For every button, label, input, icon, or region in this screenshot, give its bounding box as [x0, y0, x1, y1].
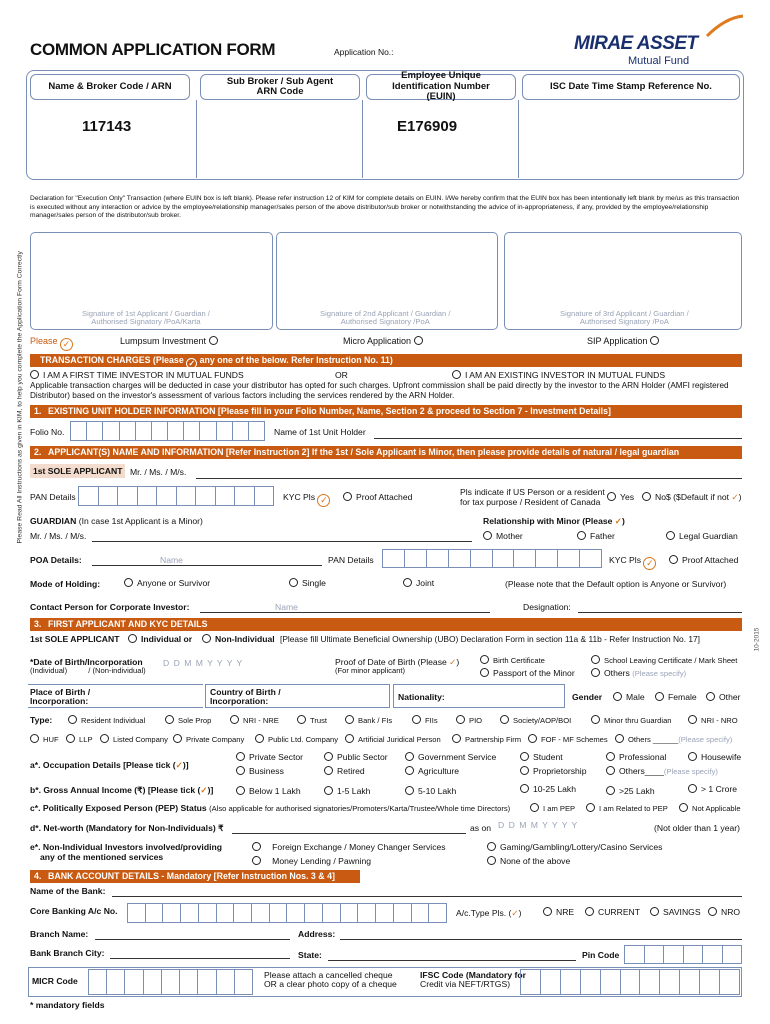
- bank-city-input[interactable]: [110, 958, 290, 959]
- cheque-note: Please attach a cancelled cheque OR a clear photo copy of a cheque: [264, 970, 397, 989]
- guardian-name-input[interactable]: [92, 541, 472, 542]
- first-time-investor-option[interactable]: I AM A FIRST TIME INVESTOR IN MUTUAL FUNDS: [30, 370, 244, 380]
- birth-cert-option[interactable]: Birth Certificate: [480, 655, 545, 665]
- occ-others[interactable]: Others____(Please specify): [606, 766, 718, 776]
- svc-lending[interactable]: Money Lending / Pawning: [252, 856, 371, 866]
- relationship-label: Relationship with Minor (Please ✓): [483, 516, 625, 526]
- first-unit-holder-input[interactable]: [374, 438, 742, 439]
- pan-label: PAN Details: [30, 492, 76, 502]
- existing-investor-option[interactable]: I AM AN EXISTING INVESTOR IN MUTUAL FUNDS: [452, 370, 665, 380]
- holding-joint-option[interactable]: Joint: [403, 578, 434, 588]
- mandatory-fields-note: * mandatory fields: [30, 1000, 105, 1010]
- school-cert-option[interactable]: School Leaving Certificate / Mark Sheet: [591, 655, 737, 665]
- non-individual-services-label: e*. Non-Individual Investors involved/providing any of the mentioned services: [30, 842, 222, 862]
- poa-kyc-label: KYC Pls ✓: [609, 555, 656, 570]
- type-others[interactable]: Others ______(Please specify): [615, 734, 732, 744]
- sig1-caption: Signature of 1st Applicant / Guardian / Authorised Signatory /PoA/Karta: [82, 309, 210, 326]
- brand-swoosh-icon: [705, 14, 745, 38]
- first-unit-holder-label: Name of 1st Unit Holder: [274, 427, 366, 437]
- lumpsum-option[interactable]: Lumpsum Investment: [120, 336, 222, 346]
- form-title: COMMON APPLICATION FORM: [30, 40, 276, 59]
- transaction-note: Applicable transaction charges will be deducted in case your distributor has opted for such charges. Upfront commission shall be paid directly by the investor to the ARN Holder (AMFI registered Distributor) based on the investor's assessment of various factors including the services rendered by the ARN Holder.: [30, 381, 729, 400]
- type-public[interactable]: Public Ltd. Company: [255, 734, 338, 744]
- arn-value[interactable]: 117143: [82, 118, 132, 135]
- occ-proprietorship[interactable]: Proprietorship: [520, 766, 587, 776]
- us-yes-option[interactable]: Yes: [607, 492, 634, 502]
- proof-dob-label: Proof of Date of Birth (Please ✓): [335, 657, 460, 667]
- type-minor-guardian[interactable]: Minor thru Guardian: [591, 715, 672, 725]
- individual-option[interactable]: Individual or: [128, 634, 192, 644]
- state-input[interactable]: [328, 960, 576, 961]
- core-banking-input[interactable]: [127, 903, 447, 923]
- bank-name-input[interactable]: [112, 896, 742, 897]
- sole-name-input[interactable]: [196, 478, 742, 479]
- type-nri-nre[interactable]: NRI - NRE: [230, 715, 279, 725]
- passport-option[interactable]: Passport of the Minor: [480, 668, 575, 678]
- occ-business[interactable]: Business: [236, 766, 284, 776]
- holding-anyone-option[interactable]: Anyone or Survivor: [124, 578, 210, 588]
- guardian-label: GUARDIAN (In case 1st Applicant is a Minor): [30, 516, 203, 526]
- address-input[interactable]: [340, 939, 742, 940]
- header-euin-label: Employee Unique Identification Number (EUIN): [366, 74, 516, 100]
- ac-current-option[interactable]: CURRENT: [585, 907, 640, 917]
- header-arn-label: Name & Broker Code / ARN: [30, 74, 190, 100]
- occ-housewife[interactable]: Housewife: [688, 752, 741, 762]
- poa-name-placeholder: Name: [160, 555, 183, 565]
- type-huf[interactable]: HUF: [30, 734, 59, 744]
- tick-icon: ✓: [60, 338, 73, 351]
- holding-single-option[interactable]: Single: [289, 578, 326, 588]
- holding-note: (Please note that the Default option is Anyone or Survivor): [505, 579, 727, 589]
- inc-10-25[interactable]: 10-25 Lakh: [520, 784, 576, 794]
- gender-female-option[interactable]: Female: [655, 692, 697, 702]
- dob-sub: (Individual) / (Non-individual): [30, 666, 146, 675]
- type-nri-nro[interactable]: NRI - NRO: [688, 715, 738, 725]
- poa-name-input[interactable]: [92, 565, 322, 566]
- occ-professional[interactable]: Professional: [606, 752, 666, 762]
- contact-person-label: Contact Person for Corporate Investor:: [30, 602, 190, 612]
- inc-1-5[interactable]: 1-5 Lakh: [324, 786, 370, 796]
- micr-label: MICR Code: [32, 976, 78, 986]
- euin-declaration: Declaration for "Execution Only" Transaction (where EUIN box is left blank). Please refer instruction 12 of KIM for complete details on EUIN. I/We hereby confirm that the EUIN box has been intentionally left blank by me/us as this transaction is executed without any interaction or advice by the employee/relationship manager/sales person of the above distributor/sub broker or notwithstanding the advice of in-appropriateness, if any, provided by the employee/relationship manager/sales person of the distributor/sub broker.: [30, 195, 740, 220]
- gender-other-option[interactable]: Other: [706, 692, 741, 702]
- ubo-note: [Please fill Ultimate Beneficial Ownership (UBO) Declaration Form in section 11a & 11b - Refer Instruction No. 17]: [280, 634, 701, 644]
- designation-label: Designation:: [523, 602, 571, 612]
- pin-code-input[interactable]: [624, 945, 742, 964]
- section-2-header: 2. APPLICANT(S) NAME AND INFORMATION [Refer Instruction 2] If the 1st / Sole Applicant is Minor, then please provide details of natural / legal guardian: [30, 446, 742, 459]
- pep-option-2[interactable]: I am Related to PEP: [586, 803, 668, 813]
- poa-pan-label: PAN Details: [328, 555, 374, 565]
- transaction-charges-header: TRANSACTION CHARGES (Please ✓ any one of the below. Refer Instruction No. 11): [30, 354, 742, 367]
- sec3-sole-label: 1st SOLE APPLICANT: [30, 634, 120, 644]
- type-fiis[interactable]: FIIs: [412, 715, 438, 725]
- sole-salutation: Mr. / Ms. / M/s.: [130, 467, 187, 477]
- place-of-birth-input[interactable]: [28, 684, 203, 708]
- type-llp[interactable]: LLP: [66, 734, 93, 744]
- please-label: Please: [30, 336, 58, 346]
- folio-label: Folio No.: [30, 427, 65, 437]
- father-option[interactable]: Father: [577, 531, 615, 541]
- type-bank[interactable]: Bank / FIs: [345, 715, 392, 725]
- svc-none[interactable]: None of the above: [487, 856, 570, 866]
- type-listed[interactable]: Listed Company: [100, 734, 168, 744]
- dob-others-option[interactable]: Others (Please specify): [591, 668, 686, 678]
- networth-date-input[interactable]: D D M M Y Y Y Y: [498, 820, 579, 830]
- occ-retired[interactable]: Retired: [324, 766, 365, 776]
- proof-attached-option[interactable]: Proof Attached: [343, 492, 412, 502]
- core-banking-label: Core Banking A/c No.: [30, 906, 118, 916]
- folio-input[interactable]: [70, 421, 265, 441]
- euin-value[interactable]: E176909: [397, 118, 458, 135]
- inc-crore[interactable]: > 1 Crore: [688, 784, 737, 794]
- header-subbroker-label: Sub Broker / Sub Agent ARN Code: [200, 74, 360, 100]
- sig3-caption: Signature of 3rd Applicant / Guardian / Authorised Signatory /PoA: [560, 309, 689, 326]
- occ-agriculture[interactable]: Agriculture: [405, 766, 459, 776]
- contact-name-placeholder: Name: [275, 602, 298, 612]
- gender-label: Gender: [572, 692, 603, 702]
- poa-pan-input[interactable]: [382, 549, 602, 568]
- micro-option[interactable]: Micro Application: [343, 336, 427, 346]
- us-no-option[interactable]: No$ ($Default if not ✓): [642, 492, 742, 503]
- income-label: b*. Gross Annual Income (₹) [Please tick (✓)]: [30, 785, 214, 795]
- header-isc-label: ISC Date Time Stamp Reference No.: [522, 74, 740, 100]
- networth-label: d*. Net-worth (Mandatory for Non-Individuals) ₹: [30, 823, 224, 833]
- section-1-header: 1. EXISTING UNIT HOLDER INFORMATION [Please fill in your Folio Number, Name, Section 2 & proceed to Section 7 - Investment Details]: [30, 405, 742, 418]
- poa-proof-option[interactable]: Proof Attached: [669, 555, 738, 565]
- brand-logo: MIRAE ASSET: [574, 33, 698, 54]
- type-label: Type:: [30, 715, 53, 725]
- type-sole-prop[interactable]: Sole Prop: [165, 715, 211, 725]
- branch-name-label: Branch Name:: [30, 929, 89, 939]
- bank-name-label: Name of the Bank:: [30, 886, 106, 896]
- us-person-label: Pls indicate if US Person or a resident for tax purpose / Resident of Canada: [460, 487, 605, 507]
- occ-student[interactable]: Student: [520, 752, 563, 762]
- address-label: Address:: [298, 929, 336, 939]
- ifsc-label: IFSC Code (Mandatory for Credit via NEFT/RTGS): [420, 970, 526, 989]
- designation-input[interactable]: [578, 612, 742, 613]
- type-trust[interactable]: Trust: [297, 715, 327, 725]
- section-3-header: 3. FIRST APPLICANT AND KYC DETAILS: [30, 618, 742, 631]
- svc-gaming[interactable]: Gaming/Gambling/Lottery/Casino Services: [487, 842, 662, 852]
- ac-nro-option[interactable]: NRO: [708, 907, 740, 917]
- form-code: 10-2015: [753, 627, 761, 652]
- pep-option-3[interactable]: Not Applicable: [679, 803, 741, 813]
- occupation-label: a*. Occupation Details [Please tick (✓)]: [30, 760, 189, 770]
- type-pio[interactable]: PIO: [456, 715, 482, 725]
- sig2-caption: Signature of 2nd Applicant / Guardian / Authorised Signatory /PoA: [320, 309, 451, 326]
- ifsc-input[interactable]: [520, 969, 740, 995]
- inc-below-1[interactable]: Below 1 Lakh: [236, 786, 301, 796]
- nationality-input[interactable]: [393, 684, 565, 708]
- non-individual-option[interactable]: Non-Individual: [202, 634, 275, 644]
- type-society[interactable]: Society/AOP/BOI: [500, 715, 571, 725]
- svc-forex[interactable]: Foreign Exchange / Money Changer Services: [252, 842, 446, 852]
- type-private[interactable]: Private Company: [173, 734, 244, 744]
- euin-divider: [196, 100, 197, 178]
- kyc-label: KYC Pls ✓: [283, 492, 330, 507]
- gender-male-option[interactable]: Male: [613, 692, 645, 702]
- country-of-birth-label: Country of Birth / Incorporation:: [210, 687, 281, 706]
- brand-sub: Mutual Fund: [628, 55, 690, 67]
- not-older-note: (Not older than 1 year): [654, 823, 740, 833]
- inc-25[interactable]: >25 Lakh: [606, 786, 655, 796]
- or-label: OR: [335, 370, 348, 380]
- occ-government[interactable]: Government Service: [405, 752, 496, 762]
- guardian-salutation: Mr. / Ms. / M/s.: [30, 531, 87, 541]
- place-of-birth-label: Place of Birth / Incorporation:: [30, 687, 91, 706]
- occ-public[interactable]: Public Sector: [324, 752, 388, 762]
- holding-label: Mode of Holding:: [30, 579, 101, 589]
- proof-dob-sub: (For minor applicant): [335, 666, 406, 675]
- dob-label: *Date of Birth/Incorporation: [30, 657, 143, 667]
- country-of-birth-input[interactable]: [205, 684, 390, 708]
- mother-option[interactable]: Mother: [483, 531, 523, 541]
- section-4-header: 4. BANK ACCOUNT DETAILS - Mandatory [Refer Instruction Nos. 3 & 4]: [30, 870, 360, 883]
- bank-city-label: Bank Branch City:: [30, 948, 105, 958]
- euin-divider-3: [518, 100, 519, 178]
- ac-savings-option[interactable]: SAVINGS: [650, 907, 701, 917]
- pin-code-label: Pin Code: [582, 950, 620, 960]
- type-partnership[interactable]: Partnership Firm: [452, 734, 521, 744]
- investment-type-row: [30, 336, 73, 351]
- occ-private[interactable]: Private Sector: [236, 752, 303, 762]
- dob-input[interactable]: D D M M Y Y Y Y: [163, 658, 244, 668]
- pep-row: c*. Politically Exposed Person (PEP) Status (Also applicable for authorised signatories/Promoters/Karta/Trustee/Whole time Directors): [30, 803, 511, 813]
- ac-nre-option[interactable]: NRE: [543, 907, 574, 917]
- networth-input[interactable]: [232, 833, 466, 834]
- legal-guardian-option[interactable]: Legal Guardian: [666, 531, 738, 541]
- inc-5-10[interactable]: 5-10 Lakh: [405, 786, 456, 796]
- type-resident[interactable]: Resident Individual: [68, 715, 145, 725]
- sole-applicant-badge: 1st SOLE APPLICANT: [30, 464, 125, 478]
- nationality-label: Nationality:: [398, 692, 445, 702]
- poa-label: POA Details:: [30, 555, 82, 565]
- sip-option[interactable]: SIP Application: [587, 336, 663, 346]
- micr-input[interactable]: [88, 969, 253, 995]
- type-fof[interactable]: FOF - MF Schemes: [528, 734, 608, 744]
- euin-divider-2: [362, 100, 363, 178]
- type-ajp[interactable]: Artificial Juridical Person: [345, 734, 441, 744]
- state-label: State:: [298, 950, 322, 960]
- pan-input[interactable]: [78, 486, 274, 506]
- application-no-label: Application No.:: [334, 47, 394, 57]
- contact-name-input[interactable]: [200, 612, 490, 613]
- pep-option-1[interactable]: I am PEP: [530, 803, 575, 813]
- as-on-label: as on: [470, 823, 492, 833]
- branch-name-input[interactable]: [95, 939, 290, 940]
- side-note: Please Read All Instructions as given in KIM, to help you complete the Application Form Correctly: [16, 251, 24, 544]
- ac-type-label: A/c.Type Pls. (✓): [456, 908, 522, 918]
